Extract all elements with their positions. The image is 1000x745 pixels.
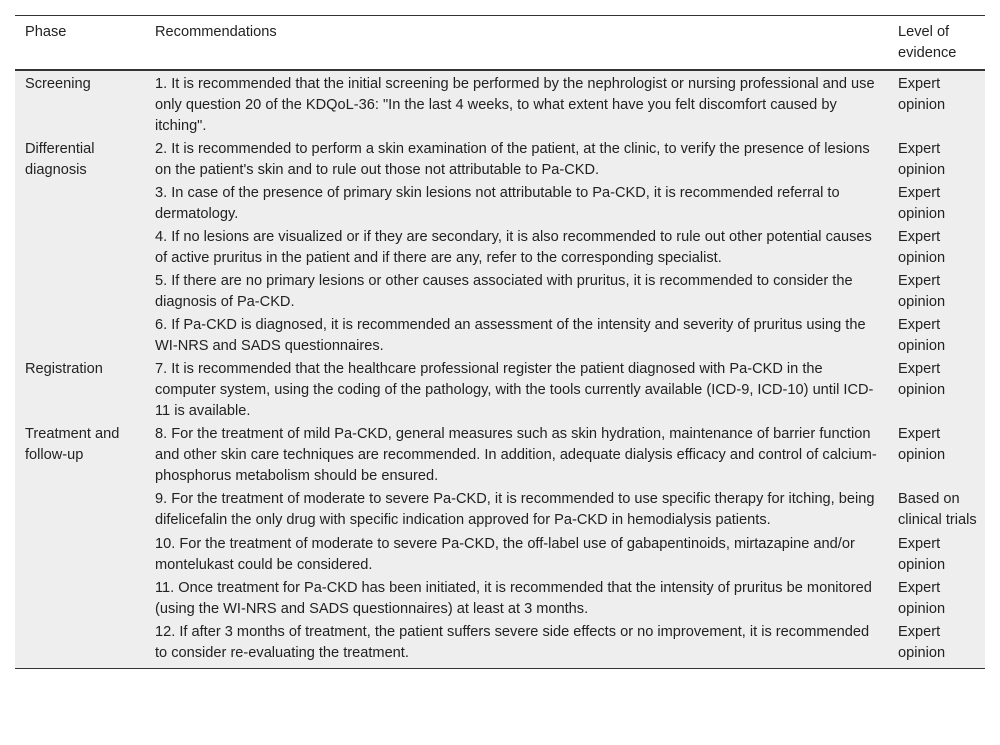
level-of-evidence-cell: Expert opinion (898, 273, 946, 310)
table-row (15, 138, 985, 182)
table-header (15, 16, 985, 71)
table-row (15, 226, 985, 270)
recommendation-cell: 8. For the treatment of mild Pa-CKD, general measures such as skin hydration, maintenance of barrier function and other skin care techniques are recommended. In addition, adequate dialysis efficacy and control of calcium-phosphorus metabolism should be ensured. (155, 426, 877, 484)
recommendation-cell: 7. It is recommended that the healthcare professional register the patient diagnosed with Pa-CKD in the computer system, using the coding of the pathology, with the tools currently available (ICD-9, ICD-10) until ICD-11 is available. (155, 361, 874, 419)
table-body (15, 70, 985, 669)
phase-cell: Treatment and follow-up (25, 426, 120, 463)
table-row (15, 577, 985, 621)
phase-cell (15, 270, 145, 314)
level-of-evidence-cell: Based on clinical trials (898, 491, 977, 528)
level-of-evidence-cell: Expert opinion (888, 621, 985, 669)
phase-cell (15, 577, 145, 621)
table-row (15, 621, 985, 669)
recommendation-cell: 12. If after 3 months of treatment, the patient suffers severe side effects or no improvement, it is recommended to consider re-evaluating the treatment. (145, 621, 888, 669)
level-of-evidence-cell: Expert opinion (898, 229, 946, 266)
level-of-evidence-cell: Expert opinion (898, 317, 946, 354)
recommendation-cell: 10. For the treatment of moderate to severe Pa-CKD, the off-label use of gabapentinoids, mirtazapine and/or montelukast could be considered. (155, 536, 855, 573)
phase-cell (15, 621, 145, 669)
table-row (15, 182, 985, 226)
table-row (15, 358, 985, 423)
level-of-evidence-cell: Expert opinion (898, 76, 946, 113)
recommendations-table (15, 15, 985, 669)
level-of-evidence-cell: Expert opinion (898, 141, 946, 178)
level-of-evidence-cell: Expert opinion (898, 580, 946, 617)
header-level-of-evidence: Level of evidence (888, 16, 985, 71)
table-row (15, 314, 985, 358)
phase-cell: Registration (25, 361, 103, 377)
recommendation-cell: 4. If no lesions are visualized or if they are secondary, it is also recommended to rule out other potential causes of active pruritus in the patient and if there are any, refer to the corresponding specialist. (155, 229, 872, 266)
header-recommendations: Recommendations (145, 16, 888, 71)
phase-cell: Differential diagnosis (25, 141, 95, 178)
recommendations-table-container (15, 15, 985, 669)
table-row (15, 423, 985, 488)
recommendation-cell: 11. Once treatment for Pa-CKD has been initiated, it is recommended that the intensity of pruritus be monitored (using the WI-NRS and SADS questionnaires) at least at 3 months. (155, 580, 872, 617)
level-of-evidence-cell: Expert opinion (898, 361, 946, 398)
recommendation-cell: 3. In case of the presence of primary skin lesions not attributable to Pa-CKD, it is recommended referral to dermatology. (155, 185, 840, 222)
header-phase: Phase (15, 16, 145, 71)
table-row (15, 488, 985, 533)
header-row (15, 16, 985, 71)
recommendation-cell: 9. For the treatment of moderate to severe Pa-CKD, it is recommended to use specific therapy for itching, being difelicefalin the only drug with specific indication approved for Pa-CKD in hemodialysis patients. (155, 491, 875, 528)
phase-cell (15, 533, 145, 577)
recommendation-cell: 6. If Pa-CKD is diagnosed, it is recommended an assessment of the intensity and severity of pruritus using the WI-NRS and SADS questionnaires. (155, 317, 866, 354)
phase-cell (15, 488, 145, 533)
level-of-evidence-cell: Expert opinion (898, 185, 946, 222)
phase-cell (15, 226, 145, 270)
phase-cell (15, 314, 145, 358)
recommendation-cell: 5. If there are no primary lesions or other causes associated with pruritus, it is recommended to consider the diagnosis of Pa-CKD. (155, 273, 853, 310)
phase-cell: Screening (25, 76, 91, 92)
recommendation-cell: 2. It is recommended to perform a skin examination of the patient, at the clinic, to verify the presence of lesions on the patient's skin and to rule out those not attributable to Pa-CKD. (155, 141, 870, 178)
phase-cell (15, 182, 145, 226)
level-of-evidence-cell: Expert opinion (898, 426, 946, 463)
table-row (15, 70, 985, 138)
table-row (15, 533, 985, 577)
level-of-evidence-cell: Expert opinion (898, 536, 946, 573)
recommendation-cell: 1. It is recommended that the initial screening be performed by the nephrologist or nursing professional and use only question 20 of the KDQoL-36: "In the last 4 weeks, to what extent have you felt discomfort caused by itching". (155, 76, 875, 134)
table-row (15, 270, 985, 314)
